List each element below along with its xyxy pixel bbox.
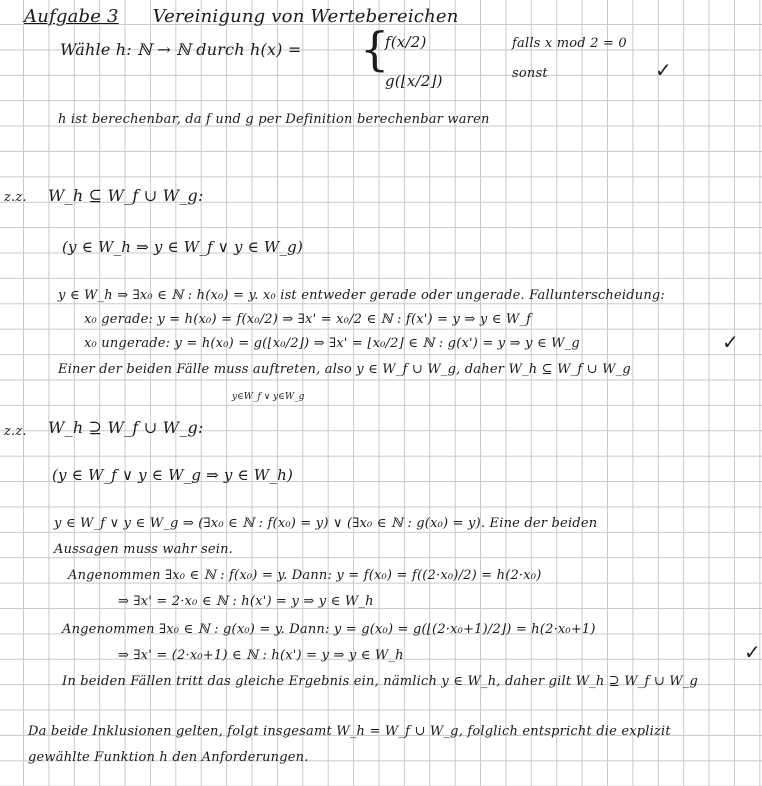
conclusion-line1: Da beide Inklusionen gelten, folgt insgesamt W_h = W_f ∪ W_g, folglich entspricht die explizit [28,724,671,739]
part1-line2: x₀ gerade: y = h(x₀) = f(x₀/2) ⇒ ∃x' = x₀/2 ∈ ℕ : f(x') = y ⇒ y ∈ W_f [84,312,532,327]
part2-line3: Angenommen ∃x₀ ∈ ℕ : f(x₀) = y. Dann: y = f(x₀) = f((2·x₀)/2) = h(2·x₀) [68,568,542,583]
part1-line1: y ∈ W_h ⇒ ∃x₀ ∈ ℕ : h(x₀) = y. x₀ ist entweder gerade oder ungerade. Fallunterscheidung: [58,288,666,303]
part2-line7: In beiden Fällen tritt das gleiche Ergebnis ein, nämlich y ∈ W_h, daher gilt W_h ⊇ W_f ∪ W_g [62,674,699,689]
part1-claim: W_h ⊆ W_f ∪ W_g: [48,186,204,205]
part1-line3: x₀ ungerade: y = h(x₀) = g(⌊x₀/2⌋) ⇒ ∃x' = ⌊x₀/2⌋ ∈ ℕ : g(x') = y ⇒ y ∈ W_g [84,336,580,351]
conclusion-line2: gewählte Funktion h den Anforderungen. [28,750,309,765]
part2-line2: Aussagen muss wahr sein. [54,542,233,557]
part2-line5: Angenommen ∃x₀ ∈ ℕ : g(x₀) = y. Dann: y = g(x₀) = g(⌊(2·x₀+1)/2⌋) = h(2·x₀+1) [62,622,596,637]
part2-restate: (y ∈ W_f ∨ y ∈ W_g ⇒ y ∈ W_h) [52,466,294,484]
definition-prefix: Wähle h: ℕ → ℕ durch h(x) = [60,40,302,59]
part2-claim: W_h ⊇ W_f ∪ W_g: [48,418,204,437]
check-mark: ✓ [744,640,761,664]
part1-line4: Einer der beiden Fälle muss auftreten, also y ∈ W_f ∪ W_g, daher W_h ⊆ W_f ∪ W_g [58,362,631,377]
part1-annotation: y∈W_f ∨ y∈W_g [232,392,305,402]
case1-condition: falls x mod 2 = 0 [512,36,627,51]
task-title: Vereinigung von Wertebereichen [152,6,459,27]
case2-condition: sonst [512,66,548,81]
task-number: Aufgabe 3 [24,6,119,27]
part1-label: z.z. [4,190,27,205]
part2-label: z.z. [4,424,27,439]
part2-line4: ⇒ ∃x' = 2·x₀ ∈ ℕ : h(x') = y ⇒ y ∈ W_h [118,594,374,609]
check-mark: ✓ [722,330,739,354]
part2-line1: y ∈ W_f ∨ y ∈ W_g ⇒ (∃x₀ ∈ ℕ : f(x₀) = y) ∨ (∃x₀ ∈ ℕ : g(x₀) = y). Eine der beiden [54,516,598,531]
part2-line6: ⇒ ∃x' = (2·x₀+1) ∈ ℕ : h(x') = y ⇒ y ∈ W_h [118,648,404,663]
task-header [24,6,459,27]
part1-restate: (y ∈ W_h ⇒ y ∈ W_f ∨ y ∈ W_g) [62,238,304,256]
case2-expression: g(⌊x/2⌋) [385,72,443,90]
case1-expression: f(x/2) [385,33,427,51]
case-brace: { [360,22,390,76]
computable-note: h ist berechenbar, da f und g per Definition berechenbar waren [58,112,490,127]
check-mark: ✓ [655,58,672,82]
